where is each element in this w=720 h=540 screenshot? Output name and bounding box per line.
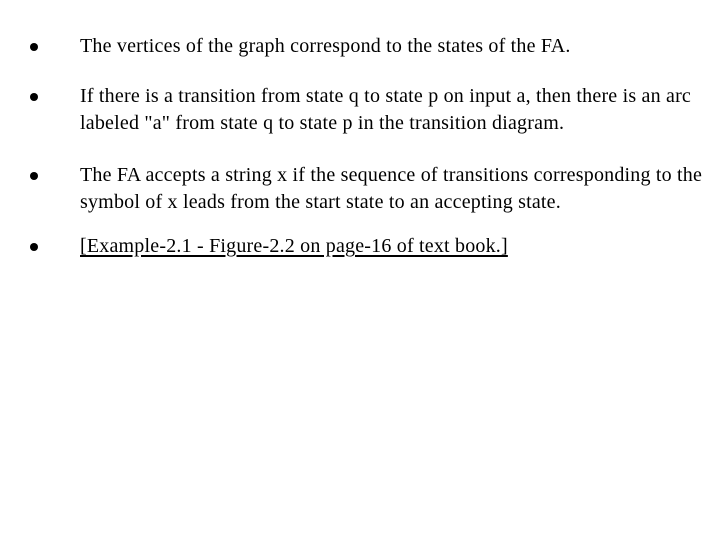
bullet-dot-icon <box>30 172 38 180</box>
bullet-text: The FA accepts a string x if the sequence of transitions corresponding to the symbol of x leads from the start state to an accepting state. <box>80 164 703 213</box>
bullet-list <box>30 33 710 283</box>
example-reference-text: [Example-2.1 - Figure-2.2 on page-16 of text book.] <box>80 235 508 257</box>
bullet-item-vertices <box>30 33 710 60</box>
bullet-dot-icon <box>30 243 38 251</box>
bullet-dot-icon <box>30 93 38 101</box>
bullet-dot-icon <box>30 43 38 51</box>
bullet-text: The vertices of the graph correspond to the states of the FA. <box>80 35 571 57</box>
bullet-item-example-reference <box>30 233 710 260</box>
bullet-item-accepts-string <box>30 162 710 216</box>
bullet-text: If there is a transition from state q to state p on input a, then there is an arc labeled "a" from state q to state p in the transition diagram. <box>80 85 692 134</box>
bullet-item-transition-arc <box>30 83 710 137</box>
